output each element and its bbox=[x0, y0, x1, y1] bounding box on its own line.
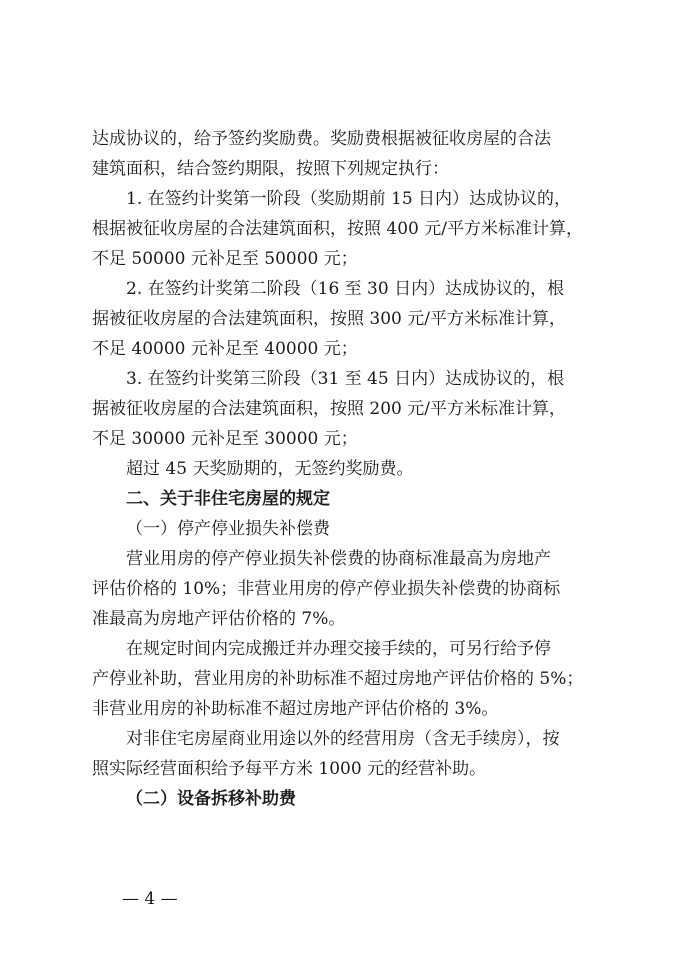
list-item-2-line: 不足 40000 元补足至 40000 元； bbox=[92, 339, 358, 359]
list-item-2-line: 据被征收房屋的合法建筑面积，按照 300 元/平方米标准计算， bbox=[92, 309, 566, 329]
paragraph-line: 在规定时间内完成搬迁并办理交接手续的，可另行给予停 bbox=[126, 639, 551, 659]
paragraph-line: 对非住宅房屋商业用途以外的经营用房（含无手续房），按 bbox=[126, 729, 560, 749]
paragraph-line: 超过 45 天奖励期的，无签约奖励费。 bbox=[126, 459, 414, 479]
list-item-3-line: 3. 在签约计奖第三阶段（31 至 45 日内）达成协议的，根 bbox=[126, 369, 565, 389]
list-item-1-line: 根据被征收房屋的合法建筑面积，按照 400 元/平方米标准计算， bbox=[92, 219, 583, 239]
paragraph-line: 产停业补助，营业用房的补助标准不超过房地产评估价格的 5%； bbox=[92, 669, 584, 689]
list-item-1-line: 不足 50000 元补足至 50000 元； bbox=[92, 249, 358, 269]
subsection-heading: （二）设备拆移补助费 bbox=[126, 789, 296, 809]
list-item-3-line: 不足 30000 元补足至 30000 元； bbox=[92, 429, 358, 449]
paragraph-line: 评估价格的 10%；非营业用房的停产停业损失补偿费的协商标 bbox=[92, 579, 561, 599]
section-heading: 二、关于非住宅房屋的规定 bbox=[126, 489, 330, 509]
page-number: — 4 — bbox=[122, 889, 178, 909]
paragraph-line: 营业用房的停产停业损失补偿费的协商标准最高为房地产 bbox=[126, 549, 551, 569]
subsection-heading: （一）停产停业损失补偿费 bbox=[126, 519, 330, 539]
list-item-2-line: 2. 在签约计奖第二阶段（16 至 30 日内）达成协议的，根 bbox=[126, 279, 565, 299]
document-body bbox=[92, 124, 592, 814]
list-item-3-line: 据被征收房屋的合法建筑面积，按照 200 元/平方米标准计算， bbox=[92, 399, 566, 419]
list-item-1-line: 1. 在签约计奖第一阶段（奖励期前 15 日内）达成协议的， bbox=[126, 189, 572, 209]
paragraph-line: 非营业用房的补助标准不超过房地产评估价格的 3%。 bbox=[92, 699, 499, 719]
paragraph-line: 建筑面积，结合签约期限，按照下列规定执行： bbox=[92, 159, 449, 179]
paragraph-line: 达成协议的，给予签约奖励费。奖励费根据被征收房屋的合法 bbox=[92, 129, 551, 149]
paragraph-line: 照实际经营面积给予每平方米 1000 元的经营补助。 bbox=[92, 759, 487, 779]
paragraph-line: 准最高为房地产评估价格的 7%。 bbox=[92, 609, 346, 629]
